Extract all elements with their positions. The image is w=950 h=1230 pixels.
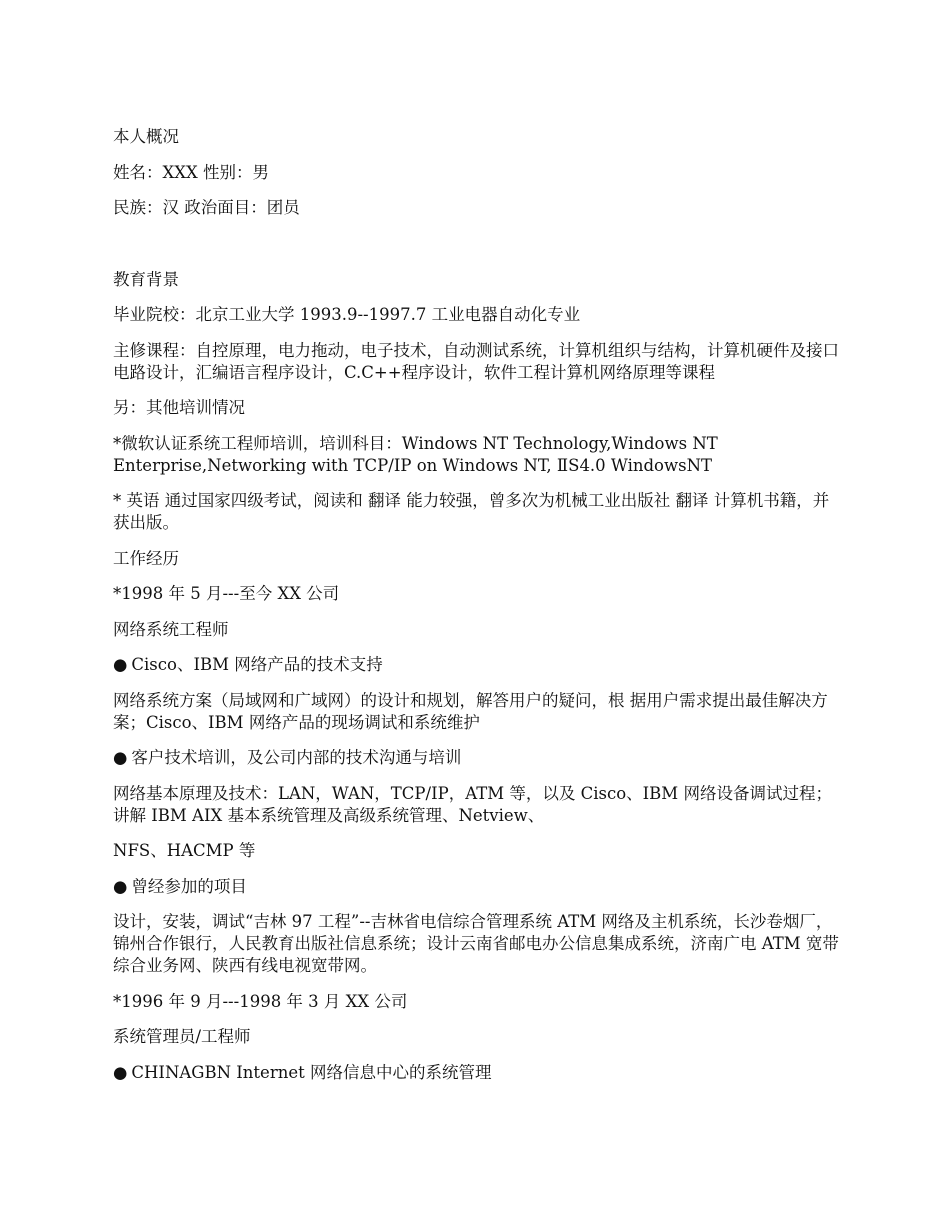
profile-name-gender: 姓名：XXX 性别：男 [113, 162, 269, 182]
education-other-training: 另：其他培训情况 [113, 398, 245, 417]
bullet-text: 客户技术培训，及公司内部的技术沟通与培训 [131, 748, 462, 767]
job1-training-description-cont: NFS、HACMP 等 [113, 841, 256, 860]
job2-title: 系统管理员/工程师 [113, 1027, 251, 1046]
education-heading: 教育背景 [113, 269, 179, 289]
profile-ethnicity-politics: 民族：汉 政治面目：团员 [113, 198, 300, 217]
bullet-icon: ● [113, 655, 128, 674]
bullet-icon: ● [113, 748, 128, 767]
job1-training-description: 网络基本原理及技术：LAN，WAN，TCP/IP，ATM 等，以及 Cisco、IBM 网络设备调试过程；讲解 IBM AIX 基本系统管理及高级系统管理、Netview、 [113, 783, 832, 825]
profile-heading: 本人概况 [113, 127, 179, 146]
bullet-icon: ● [113, 876, 128, 896]
job2-period: *1996 年 9 月---1998 年 3 月 XX 公司 [113, 991, 408, 1011]
bullet-text: CHINAGBN Internet 网络信息中心的系统管理 [131, 1062, 492, 1082]
work-heading: 工作经历 [113, 548, 179, 568]
job1-support-description: 网络系统方案（局域网和广域网）的设计和规划，解答用户的疑问，根 据用户需求提出最佳解决方案；Cisco、IBM 网络产品的现场调试和系统维护 [113, 690, 828, 732]
education-training-english: * 英语 通过国家四级考试，阅读和 翻译 能力较强，曾多次为机械工业出版社 翻译 计算机书籍，并获出版。 [113, 491, 830, 532]
education-courses: 主修课程：自控原理，电力拖动，电子技术，自动测试系统，计算机组织与结构，计算机硬件及接口电路设计，汇编语言程序设计，C.C++程序设计，软件工程计算机网络原理等课程 [113, 340, 839, 382]
job2-bullet-sysadmin [113, 1062, 841, 1084]
bullet-icon: ● [113, 1062, 128, 1082]
resume-document [113, 126, 841, 1097]
job1-period: *1998 年 5 月---至今 XX 公司 [113, 584, 340, 603]
job1-bullet-training [113, 747, 841, 769]
education-training-mcse: *微软认证系统工程师培训，培训科目：Windows NT Technology,Windows NT Enterprise,Networking with TCP/IP on Windows NT, ⅡS4.0 WindowsNT [113, 433, 718, 475]
spacer [113, 233, 841, 269]
job1-bullet-support [113, 654, 841, 676]
bullet-text: 曾经参加的项目 [131, 876, 247, 896]
bullet-text: Cisco、IBM 网络产品的技术支持 [131, 655, 383, 674]
job1-projects-description: 设计，安装，调试“吉林 97 工程”--吉林省电信综合管理系统 ATM 网络及主机系统，长沙卷烟厂，锦州合作银行，人民教育出版社信息系统；设计云南省邮电办公信息集成系统，济南广电 ATM 宽带综合业务网、陕西有线电视宽带网。 [113, 912, 839, 975]
job1-bullet-projects [113, 876, 841, 898]
education-school: 毕业院校：北京工业大学 1993.9--1997.7 工业电器自动化专业 [113, 305, 581, 324]
job1-title: 网络系统工程师 [113, 619, 229, 639]
